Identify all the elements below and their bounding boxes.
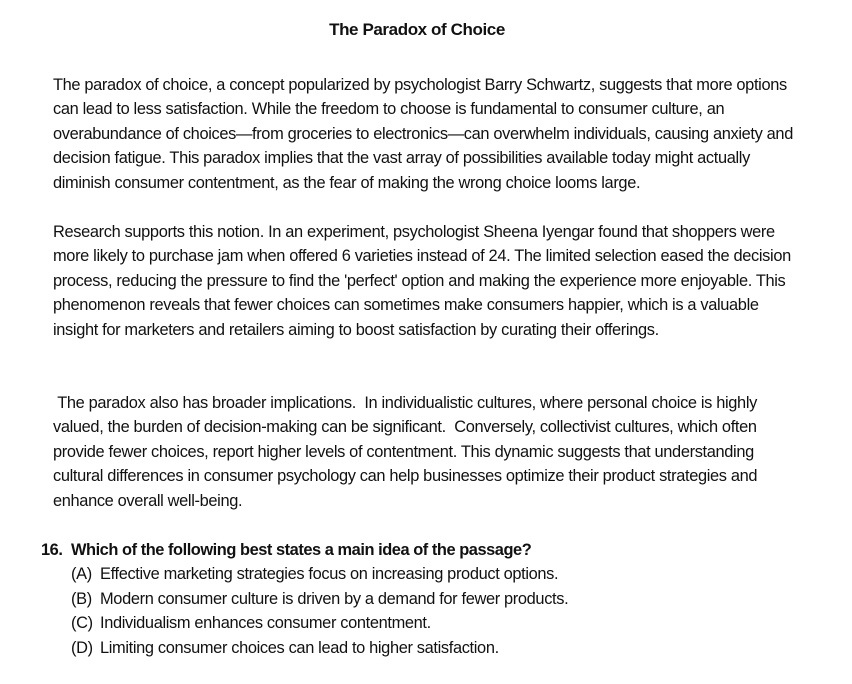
option-letter: (A) xyxy=(71,565,92,584)
option-text: Limiting consumer choices can lead to higher satisfaction. xyxy=(100,638,499,657)
answer-option-c[interactable] xyxy=(71,611,821,635)
question-stem xyxy=(41,538,821,562)
option-text: Modern consumer culture is driven by a demand for fewer products. xyxy=(100,589,569,608)
option-text: Effective marketing strategies focus on increasing product options. xyxy=(100,565,559,584)
question-block xyxy=(41,538,821,660)
answer-option-a[interactable] xyxy=(71,562,821,586)
option-letter: (B) xyxy=(71,589,92,608)
answer-option-d[interactable] xyxy=(71,636,821,660)
passage-paragraph-3: The paradox also has broader implications. In individualistic cultures, where personal choice is highly valued, the burden of decision-making can be significant. Conversely, collectivist cultures, which often provide fewer choices, report higher levels of contentment. This dynamic suggests that understanding cultural differences in consumer psychology can help businesses optimize their product strategies and enhance overall well-being. xyxy=(53,394,762,510)
option-text: Individualism enhances consumer contentment. xyxy=(100,614,431,633)
option-letter: (D) xyxy=(71,638,93,657)
passage-paragraph-2: Research supports this notion. In an experiment, psychologist Sheena Iyengar found that shoppers were more likely to purchase jam when offered 6 varieties instead of 24. The limited selection eased the decision process, reducing the pressure to find the 'perfect' option and making the experience more enjoyable. This phenomenon reveals that fewer choices can sometimes make consumers happier, which is a valuable insight for marketers and retailers aiming to boost satisfaction by curating their offerings. xyxy=(53,223,791,339)
answer-option-b[interactable] xyxy=(71,587,821,611)
option-letter: (C) xyxy=(71,614,93,633)
answer-options xyxy=(41,562,821,660)
passage-title: The Paradox of Choice xyxy=(329,20,505,39)
question-text: Which of the following best states a main idea of the passage? xyxy=(71,541,532,559)
question-number: 16. xyxy=(41,541,63,559)
passage-paragraph-1: The paradox of choice, a concept popularized by psychologist Barry Schwartz, suggests that more options can lead to less satisfaction. While the freedom to choose is fundamental to consumer culture, an overabundance of choices—from groceries to electronics—can overwhelm individuals, causing anxiety and decision fatigue. This paradox implies that the vast array of possibilities available today might actually diminish consumer contentment, as the fear of making the wrong choice looms large. xyxy=(53,76,793,192)
